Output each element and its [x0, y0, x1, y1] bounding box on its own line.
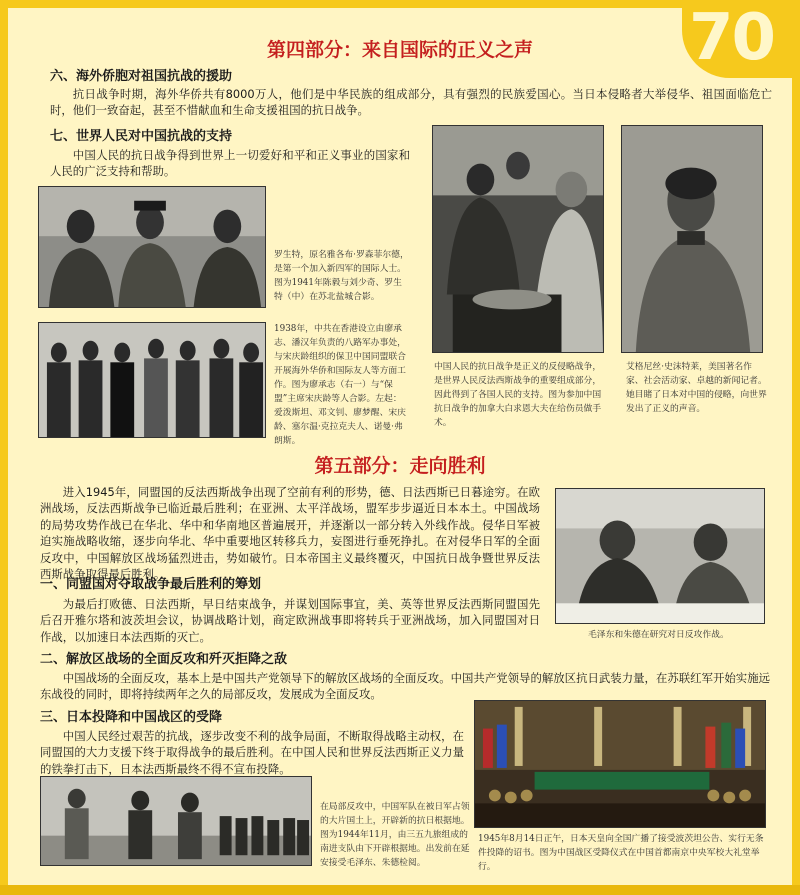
frame-bottom	[0, 885, 800, 895]
sec1-body: 为最后打败德、日法西斯，早日结束战争，并谋划国际事宜，美、英等世界反法西斯同盟国先后召开雅尔塔和波茨坦会议，协调战略计划，商定欧洲战事即将转兵于亚洲战场，加入同盟国对日作战，以加速日本法西斯的灭亡。	[40, 597, 540, 644]
photo-smedley	[621, 125, 763, 353]
sec7-body: 中国人民的抗日战争得到世界上一切爱好和平和正义事业的国家和人民的广泛支持和帮助。	[50, 148, 410, 179]
sec7-heading: 七、世界人民对中国抗战的支持	[50, 129, 233, 144]
sec3-body: 中国人民经过艰苦的抗战，逐步改变不利的战争局面，不断取得战略主动权，在同盟国的大力支援下终于取得战争的最后胜利。在中国人民和世界反法西斯正义力量的铁拳打击下，日本法西斯最终不得不宣布投降。	[40, 729, 464, 776]
sec6-body: 抗日战争时期，海外华侨共有8000万人，他们是中华民族的组成部分，具有强烈的民族爱国心。当日本侵略者大举侵华、祖国面临危亡时，他们一致奋起，甚至不惜献血和生命支援祖国的抗日战争。	[50, 87, 772, 118]
sec2-heading: 二、解放区战场的全面反攻和歼灭拒降之敌	[40, 652, 288, 667]
sec3-heading: 三、日本投降和中国战区的受降	[40, 710, 223, 725]
caption-surrender: 1945年8月14日正午，日本天皇向全国广播了接受波茨坦公告、实行无条件投降的诏书。图为中国战区受降仪式在中国首都南京中央军校大礼堂举行。	[478, 834, 764, 872]
photo-mao-zhu	[555, 488, 765, 624]
photo-surrender-ceremony	[474, 700, 766, 828]
frame-top	[0, 0, 800, 8]
photo-rosenthal-group	[38, 186, 266, 308]
caption-hongkong: 1938年，中共在香港设立由廖承志、潘汉年负责的八路军办事处，与宋庆龄组织的保卫中国同盟联合开展海外华侨和国际友人等方面工作。图为廖承志（右一）与“保盟”主席宋庆龄等人合影。左起：爱泼斯坦、邓文钊、廖梦醒、宋庆龄、塞尔温·克拉克夫人、诺曼·弗朗斯。	[274, 324, 406, 446]
caption-smedley: 艾格尼丝·史沫特莱，美国著名作家、社会活动家、卓越的新闻记者。她目睹了日本对中国的侵略，向世界发出了正义的声音。	[626, 362, 767, 414]
photo-hongkong-group	[38, 322, 266, 438]
sec2-body: 中国战场的全面反攻，基本上是中国共产党领导下的解放区战场的全面反攻。中国共产党领导的解放区抗日武装力量，在苏联红军开始实施远东战役的同时，即将持续两年之久的局部反攻，发展成为全面反攻。	[40, 671, 770, 702]
sec6-heading: 六、海外侨胞对祖国抗战的援助	[50, 69, 233, 84]
part4-title: 第四部分：来自国际的正义之声	[266, 39, 533, 61]
sec1-heading: 一、同盟国对夺取战争最后胜利的筹划	[40, 577, 262, 592]
caption-bethune: 中国人民的抗日战争是正义的反侵略战争，是世界人民反法西斯战争的重要组成部分，因此得到了各国人民的支持。图为参加中国抗日战争的加拿大白求恩大夫在给伤员做手术。	[434, 362, 602, 428]
page-number: 70	[688, 1, 774, 75]
caption-mao-zhu: 毛泽东和朱德在研究对日反攻作战。	[588, 630, 729, 640]
frame-right	[792, 0, 800, 895]
caption-troops: 在局部反攻中，中国军队在被日军占领的大片国土上，开辟新的抗日根据地。图为1944年11月，由三五九旅组成的南进支队由下开辟根据地。出发前在延安接受毛泽东、朱德检阅。	[320, 802, 470, 868]
photo-troops-review	[40, 776, 312, 866]
frame-left	[0, 0, 8, 895]
photo-bethune-surgery	[432, 125, 604, 353]
part5-intro: 进入1945年，同盟国的反法西斯战争出现了空前有利的形势，德、日法西斯已日暮途穷。在欧洲战场，反法西斯战争已临近最后胜利；在亚洲、太平洋战场，盟军步步逼近日本本土。中国战场的局势攻势作战已在华北、华中和华南地区普遍展开，并逐渐以一部分转入外线作战。侵华日军被迫实施战略收缩，逐步向华北、华中重要地区转移兵力，妄图进行垂死挣扎。在对侵华日军的全面反攻中，中国解放区战场猛烈进击，势如破竹。日本帝国主义最终覆灭，中国抗日战争暨世界反法西斯战争取得最后胜利。	[40, 485, 540, 582]
part5-title: 第五部分：走向胜利	[314, 455, 486, 477]
caption-rosenthal: 罗生特，原名雅各布·罗森菲尔德，是第一个加入新四军的国际人士。图为1941年陈毅与刘少奇、罗生特（中）在苏北盐城合影。	[274, 250, 409, 302]
